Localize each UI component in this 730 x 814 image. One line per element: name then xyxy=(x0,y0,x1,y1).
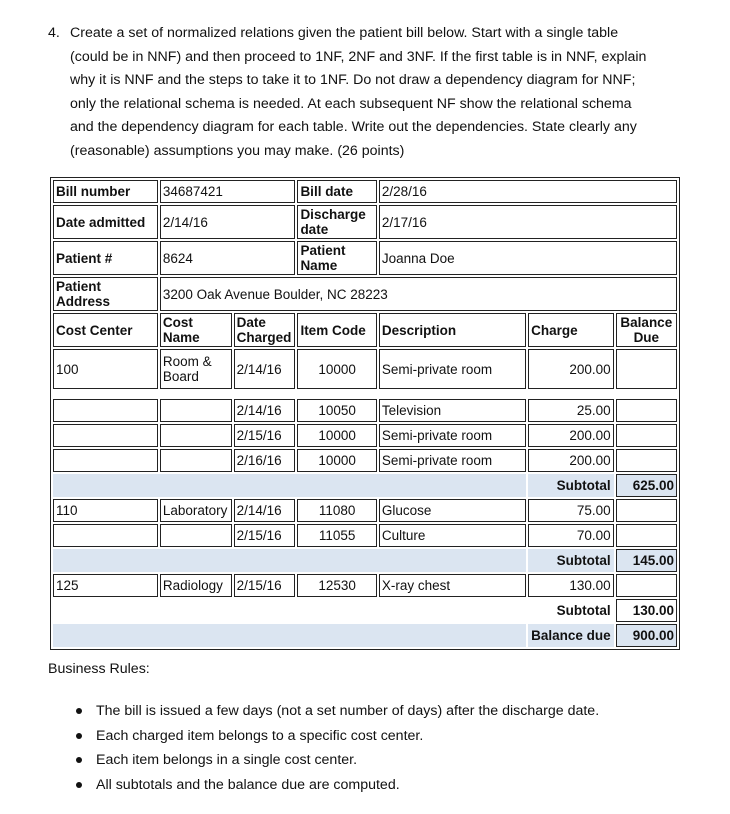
cell-cost-center: 110 xyxy=(53,499,158,522)
subtotal-row xyxy=(53,549,677,572)
date-admitted-label: Date admitted xyxy=(53,205,158,239)
column-header-row xyxy=(53,313,677,347)
cell-date: 2/15/16 xyxy=(234,424,296,447)
cell-date: 2/15/16 xyxy=(234,574,296,597)
cell-cost-center xyxy=(53,399,158,422)
cell-balance xyxy=(616,574,677,597)
cell-cost-center xyxy=(53,524,158,547)
patient-bill-table xyxy=(50,177,680,650)
cell-item-code: 10000 xyxy=(297,449,376,472)
cell-balance xyxy=(616,424,677,447)
cell-balance xyxy=(616,449,677,472)
question-text: Create a set of normalized relations given the patient bill below. Start with a single table (could be in NNF) and then proceed to 1NF, 2NF and 3NF. If the first table is in NNF, explain why it is NNF and the steps to take it to 1NF. Do not draw a dependency diagram for NNF; only the relational schema is needed. At each subsequent NF show the relational schema and the dependency diagram for each table. Write out the dependencies. State clearly any (reasonable) assumptions you may make. (26 points) xyxy=(70,25,647,159)
subtotal-value: 130.00 xyxy=(616,599,677,622)
bill-number-value: 34687421 xyxy=(160,180,296,203)
cell-description: Culture xyxy=(379,524,526,547)
patient-num-value: 8624 xyxy=(160,241,296,275)
patient-name-value: Joanna Doe xyxy=(379,241,677,275)
cell-date: 2/14/16 xyxy=(234,349,296,389)
bullet-icon xyxy=(76,708,82,714)
col-item-code: Item Code xyxy=(297,313,376,347)
bullet-icon xyxy=(76,782,82,788)
patient-address-label: Patient Address xyxy=(53,277,158,311)
bill-date-label: Bill date xyxy=(297,180,376,203)
cell-date: 2/14/16 xyxy=(234,499,296,522)
cell-description: Semi-private room xyxy=(379,449,526,472)
subtotal-value: 625.00 xyxy=(616,474,677,497)
patient-address-value: 3200 Oak Avenue Boulder, NC 28223 xyxy=(160,277,677,311)
discharge-date-label: Discharge date xyxy=(297,205,376,239)
cell-date: 2/16/16 xyxy=(234,449,296,472)
cell-description: Television xyxy=(379,399,526,422)
cell-charge: 75.00 xyxy=(528,499,614,522)
list-item: Each item belongs in a single cost center. xyxy=(76,748,599,773)
bullet-icon xyxy=(76,733,82,739)
table-row xyxy=(53,449,677,472)
cell-charge: 200.00 xyxy=(528,449,614,472)
list-item: The bill is issued a few days (not a set number of days) after the discharge date. xyxy=(76,699,599,724)
cell-cost-name: Radiology xyxy=(160,574,232,597)
table-row xyxy=(53,524,677,547)
cell-cost-name: Room & Board xyxy=(160,349,232,389)
bill-header-row-2 xyxy=(53,205,677,239)
bill-header-row-1 xyxy=(53,180,677,203)
table-row xyxy=(53,574,677,597)
patient-name-label: Patient Name xyxy=(297,241,376,275)
subtotal-label: Subtotal xyxy=(556,603,611,618)
cell-date: 2/14/16 xyxy=(234,399,296,422)
cell-cost-center: 100 xyxy=(53,349,158,389)
cell-charge: 130.00 xyxy=(528,574,614,597)
cell-cost-name xyxy=(160,399,232,422)
business-rules-title: Business Rules: xyxy=(48,661,150,677)
subtotal-row xyxy=(53,474,677,497)
table-row xyxy=(53,399,677,422)
subtotal-label: Subtotal xyxy=(528,474,614,497)
question-number: 4. xyxy=(48,25,60,41)
col-cost-center: Cost Center xyxy=(53,313,158,347)
bullet-icon xyxy=(76,757,82,763)
cell-balance xyxy=(616,499,677,522)
bill-header-row-4 xyxy=(53,277,677,311)
cell-cost-name: Laboratory xyxy=(160,499,232,522)
col-balance-due: Balance Due xyxy=(616,313,677,347)
cell-cost-center: 125 xyxy=(53,574,158,597)
bill-number-label: Bill number xyxy=(53,180,158,203)
cell-charge: 200.00 xyxy=(528,349,614,389)
patient-num-label: Patient # xyxy=(53,241,158,275)
cell-item-code: 10000 xyxy=(297,424,376,447)
cell-item-code: 10000 xyxy=(297,349,376,389)
balance-due-label: Balance due xyxy=(528,624,614,647)
col-cost-name: Cost Name xyxy=(160,313,232,347)
cell-item-code: 11080 xyxy=(297,499,376,522)
table-row xyxy=(53,424,677,447)
cell-description: X-ray chest xyxy=(379,574,526,597)
cell-charge: 25.00 xyxy=(528,399,614,422)
col-charge: Charge xyxy=(528,313,614,347)
cell-description: Glucose xyxy=(379,499,526,522)
cell-cost-name xyxy=(160,449,232,472)
business-rules-list xyxy=(76,699,599,797)
bill-date-value: 2/28/16 xyxy=(379,180,677,203)
cell-cost-name xyxy=(160,424,232,447)
cell-cost-center xyxy=(53,449,158,472)
discharge-date-value: 2/17/16 xyxy=(379,205,677,239)
cell-cost-name xyxy=(160,524,232,547)
list-item: Each charged item belongs to a specific cost center. xyxy=(76,724,599,749)
cell-description: Semi-private room xyxy=(379,349,526,389)
list-item: All subtotals and the balance due are computed. xyxy=(76,773,599,798)
cell-item-code: 12530 xyxy=(297,574,376,597)
cell-item-code: 10050 xyxy=(297,399,376,422)
cell-balance xyxy=(616,524,677,547)
cell-cost-center xyxy=(53,424,158,447)
cell-charge: 200.00 xyxy=(528,424,614,447)
cell-date: 2/15/16 xyxy=(234,524,296,547)
balance-due-row xyxy=(53,624,677,647)
col-date-charged: Date Charged xyxy=(234,313,296,347)
subtotal-row xyxy=(53,599,677,622)
table-row xyxy=(53,499,677,522)
cell-charge: 70.00 xyxy=(528,524,614,547)
table-row xyxy=(53,349,677,389)
col-description: Description xyxy=(379,313,526,347)
date-admitted-value: 2/14/16 xyxy=(160,205,296,239)
cell-description: Semi-private room xyxy=(379,424,526,447)
cell-item-code: 11055 xyxy=(297,524,376,547)
balance-due-value: 900.00 xyxy=(616,624,677,647)
cell-balance xyxy=(616,399,677,422)
cell-balance xyxy=(616,349,677,389)
subtotal-value: 145.00 xyxy=(616,549,677,572)
bill-header-row-3 xyxy=(53,241,677,275)
subtotal-label: Subtotal xyxy=(528,549,614,572)
